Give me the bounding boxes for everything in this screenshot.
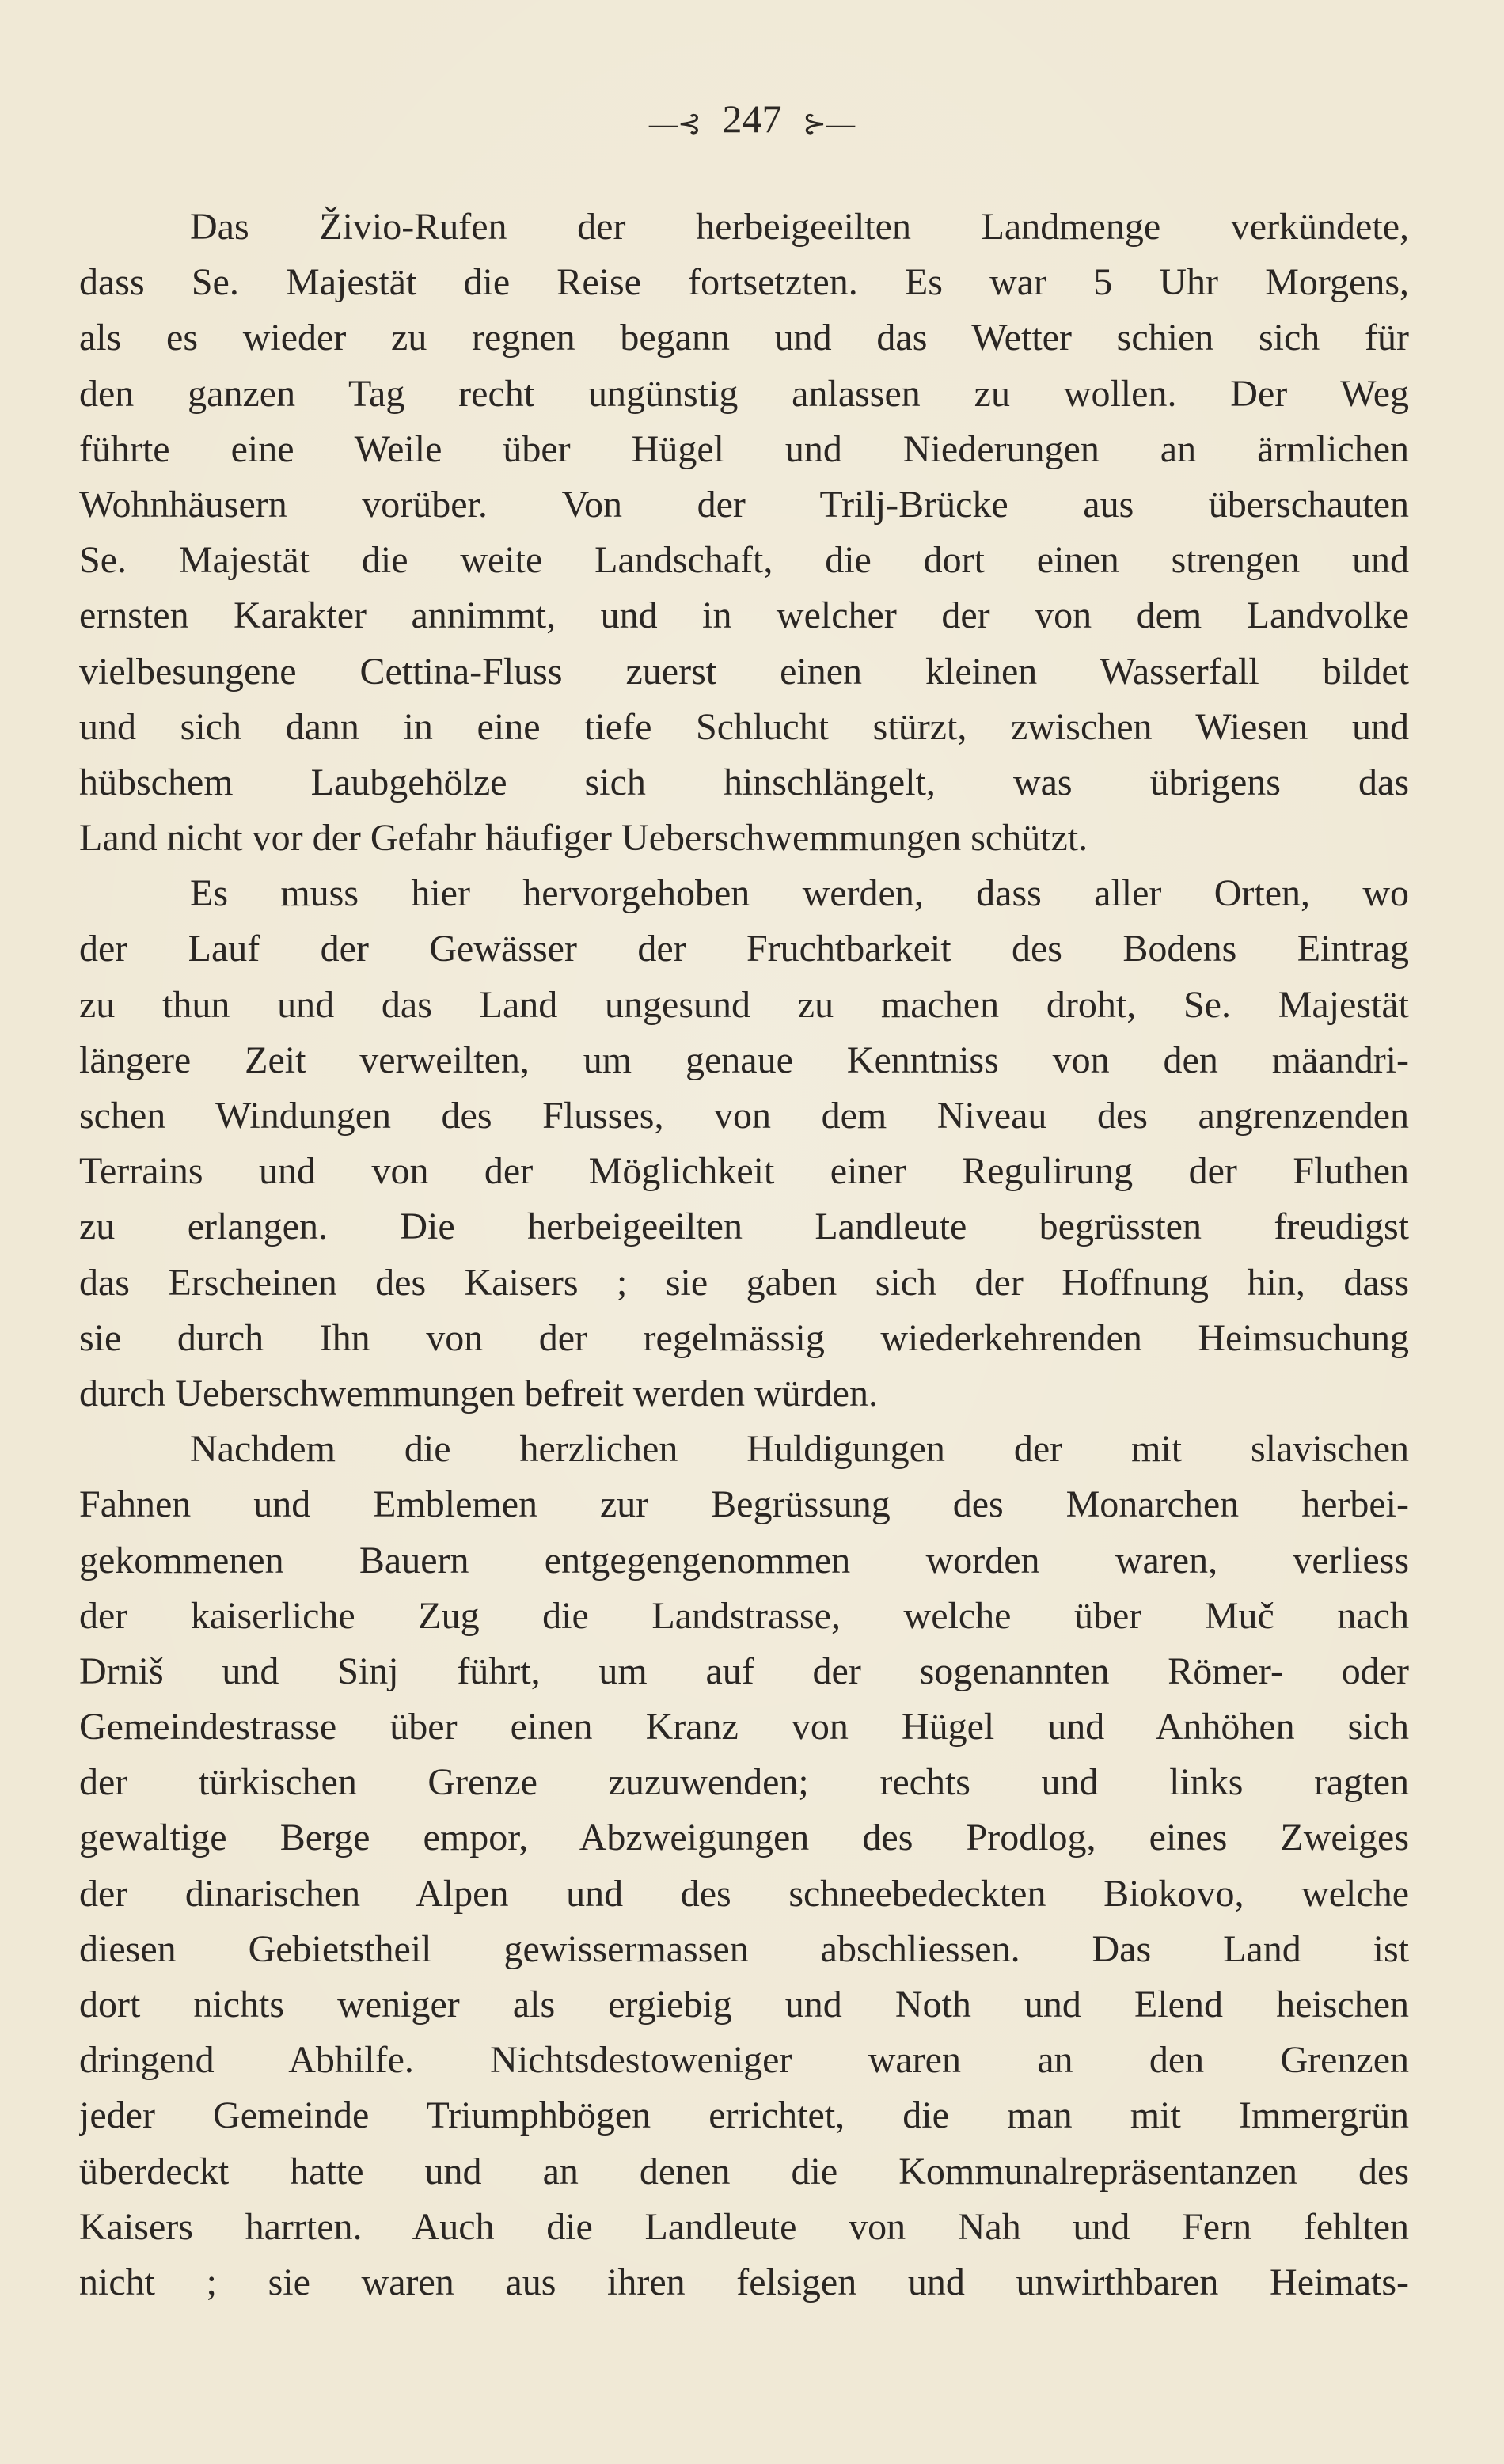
text-line: zu thun und das Land ungesund zu machen droht, Se. Majestät — [79, 983, 1409, 1026]
text-line: hübschem Laubgehölze sich hinschlängelt, was übrigens das — [79, 761, 1409, 803]
body-text — [79, 199, 1409, 2310]
text-line: Land nicht vor der Gefahr häufiger Ueberschwemmungen schützt. — [79, 817, 1088, 860]
text-line: Wohnhäusern vorüber. Von der Trilj-Brücke aus überschauten — [79, 483, 1409, 526]
text-line: Das Živio-Rufen der herbeigeeilten Landmenge verkündete, — [190, 206, 1409, 248]
text-line: dass Se. Majestät die Reise fortsetzten. Es war 5 Uhr Morgens, — [79, 261, 1409, 304]
text-line: als es wieder zu regnen begann und das Wetter schien sich für — [79, 317, 1409, 359]
text-line: der dinarischen Alpen und des schneebedeckten Biokovo, welche — [79, 1872, 1409, 1915]
text-line: der türkischen Grenze zuzuwenden; rechts und links ragten — [79, 1761, 1409, 1804]
text-line: der Lauf der Gewässer der Fruchtbarkeit des Bodens Eintrag — [79, 928, 1409, 970]
text-line: Es muss hier hervorgehoben werden, dass aller Orten, wo — [190, 872, 1409, 915]
text-line: sie durch Ihn von der regelmässig wiederkehrenden Heimsuchung — [79, 1316, 1409, 1359]
text-line: nicht ; sie waren aus ihren felsigen und unwirthbaren Heimats- — [79, 2261, 1409, 2303]
text-line: schen Windungen des Flusses, von dem Niveau des angrenzenden — [79, 1095, 1409, 1137]
left-ornament: —⊰ — [648, 107, 701, 139]
text-line: dringend Abhilfe. Nichtsdestoweniger waren an den Grenzen — [79, 2039, 1409, 2082]
text-line: Fahnen und Emblemen zur Begrüssung des Monarchen herbei- — [79, 1483, 1409, 1526]
text-line: längere Zeit verweilten, um genaue Kenntniss von den mäandri- — [79, 1038, 1409, 1081]
text-line: gewaltige Berge empor, Abzweigungen des Prodlog, eines Zweiges — [79, 1817, 1409, 1859]
text-line: Nachdem die herzlichen Huldigungen der mit slavischen — [190, 1428, 1409, 1471]
text-line: Drniš und Sinj führt, um auf der sogenannten Römer- oder — [79, 1650, 1409, 1692]
text-line: vielbesungene Cettina-Fluss zuerst einen kleinen Wasserfall bildet — [79, 650, 1409, 693]
text-line: und sich dann in eine tiefe Schlucht stürzt, zwischen Wiesen und — [79, 705, 1409, 748]
text-line: Gemeindestrasse über einen Kranz von Hügel und Anhöhen sich — [79, 1706, 1409, 1748]
text-line: dort nichts weniger als ergiebig und Noth und Elend heischen — [79, 1984, 1409, 2025]
text-line: gekommenen Bauern entgegengenommen worden waren, verliess — [79, 1539, 1409, 1581]
page-number: 247 — [722, 97, 782, 141]
text-line: durch Ueberschwemmungen befreit werden würden. — [79, 1372, 878, 1414]
text-line: Kaisers harrten. Auch die Landleute von Nah und Fern fehlten — [79, 2205, 1409, 2248]
text-line: führte eine Weile über Hügel und Niederungen an ärmlichen — [79, 427, 1409, 470]
text-line: Terrains und von der Möglichkeit einer Regulirung der Fluthen — [79, 1150, 1409, 1193]
text-line: Se. Majestät die weite Landschaft, die dort einen strengen und — [79, 539, 1409, 582]
right-ornament: ⊱— — [803, 107, 856, 139]
text-line: diesen Gebietstheil gewissermassen abschliessen. Das Land ist — [79, 1927, 1409, 1970]
text-line: der kaiserliche Zug die Landstrasse, welche über Muč nach — [79, 1594, 1409, 1637]
text-line: jeder Gemeinde Triumphbögen errichtet, die man mit Immergrün — [79, 2094, 1409, 2137]
text-line: ernsten Karakter annimmt, und in welcher der von dem Landvolke — [79, 594, 1409, 637]
text-line: zu erlangen. Die herbeigeeilten Landleute begrüssten freudigst — [79, 1205, 1409, 1248]
text-line: überdeckt hatte und an denen die Kommunalrepräsentanzen des — [79, 2150, 1409, 2193]
text-line: den ganzen Tag recht ungünstig anlassen zu wollen. Der Weg — [79, 372, 1409, 415]
page-header — [0, 93, 1504, 149]
text-line: das Erscheinen des Kaisers ; sie gaben sich der Hoffnung hin, dass — [79, 1261, 1409, 1304]
